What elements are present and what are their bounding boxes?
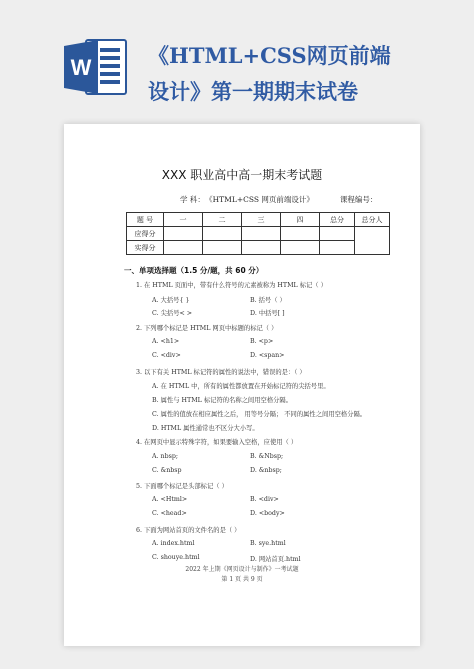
exam-title: XXX 职业高中高一期末考试题 [161,168,323,182]
question-stem: 6. 下面为网站首页的文件名的是（ ） [136,527,241,534]
row-label: 实得分 [127,241,164,255]
option: D. <span> [250,352,285,359]
option: C. <head> [152,510,187,517]
table-header-cell: 四 [281,213,320,227]
option: A. nbsp; [152,453,179,460]
option: A. <h1> [152,338,180,345]
row-label: 应得分 [127,227,164,241]
exam-paper [64,124,420,646]
subject-value: 《HTML+CSS 网页前端设计》 [208,195,314,204]
subject-label: 学 科： [180,195,205,204]
table-row [127,241,390,255]
table-header-cell: 三 [242,213,281,227]
table-header-cell: 二 [203,213,242,227]
option: D. &nbsp; [250,467,282,474]
option: A. 在 HTML 中，所有的属性都放置在开始标记符的尖括号里。 [152,383,330,390]
option: C. &nbsp [152,467,182,474]
option: B. <p> [250,338,274,345]
option: B. 括号（ ） [250,297,286,304]
table-header-cell: 总分 [320,213,355,227]
option: A. 大括号{ } [152,297,190,304]
table-row [127,227,390,241]
option: D. 中括号[ ] [250,310,285,317]
question-stem: 3. 以下有关 HTML 标记符的属性的说法中，错误的是：（ ） [136,369,306,376]
course-no-label: 课程编号： [339,195,378,204]
score-table [126,212,390,255]
option: C. shouye.html [152,554,200,561]
question-stem: 5. 下面哪个标记是头部标记（ ） [136,483,228,490]
word-icon [62,36,130,98]
option: D. <body> [250,510,285,517]
option: B. &Nbsp; [250,453,284,460]
subject-line [180,194,381,205]
table-header-cell: 一 [164,213,203,227]
question-stem: 4. 在网页中显示特殊字符，如果要输入空格，应使用（ ） [136,439,298,446]
option: D. HTML 属性通常也不区分大小写。 [152,425,259,432]
option: B. <div> [250,496,279,503]
question-stem: 1. 在 HTML 页面中，带有什么符号的元素被称为 HTML 标记（ ） [136,282,327,289]
table-row [127,213,390,227]
section-heading: 一、单项选择题（1.5 分/题，共 60 分） [124,266,264,275]
option: C. 尖括号< > [152,310,193,317]
title-line-1: 《HTML+CSS网页前端 [148,43,391,68]
option: B. sye.html [250,540,286,547]
table-header-cell: 题 号 [127,213,164,227]
page-footer: 2022 年上期《网页设计与制作》一考试题 [185,566,299,573]
option: C. <div> [152,352,181,359]
option: D. 网站首页.html [250,556,301,563]
option: B. 属性与 HTML 标记符的名称之间用空格分隔。 [152,397,293,404]
option: A. <Html> [152,496,188,503]
table-header-cell: 总分人 [355,213,390,227]
question-stem: 2. 下列哪个标记是 HTML 网页中标题的标记（ ） [136,325,278,332]
title-line-2: 设计》第一期期末试卷 [148,79,358,104]
option: C. 属性的值放在相应属性之后， 用等号分隔； 不同的属性之间用空格分隔。 [152,411,367,418]
option: A. index.html [152,540,195,547]
svg-text:W: W [70,55,92,80]
page-number: 第 1 页 共 9 页 [221,576,263,583]
document-title [148,38,468,110]
